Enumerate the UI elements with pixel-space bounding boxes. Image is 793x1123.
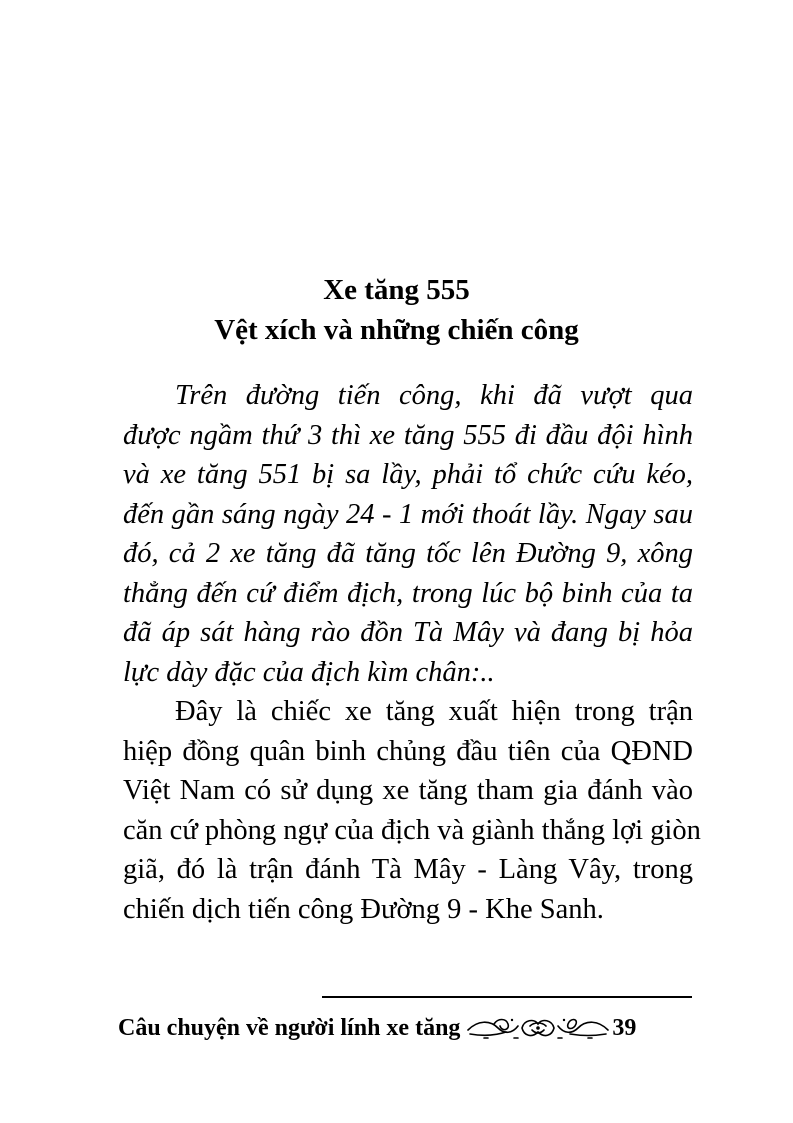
paragraph-line: đã áp sát hàng rào đồn Tà Mây và đang bị hỏa xyxy=(123,617,693,648)
italic-quote-paragraph xyxy=(123,376,693,692)
heading-subtitle: Vệt xích và những chiến công xyxy=(214,314,579,346)
heading-title: Xe tăng 555 xyxy=(323,274,470,306)
paragraph-line: Việt Nam có sử dụng xe tăng tham gia đánh vào xyxy=(123,775,693,806)
paragraph-line: Trên đường tiến công, khi đã vượt qua xyxy=(175,380,693,411)
body-paragraph xyxy=(123,692,701,929)
paragraph-line: và xe tăng 551 bị sa lầy, phải tổ chức cứu kéo, xyxy=(123,459,693,490)
running-book-title: Câu chuyện về người lính xe tăng xyxy=(118,1015,461,1041)
page-number: 39 xyxy=(612,1015,637,1041)
heading-block xyxy=(0,270,793,350)
flourish-ornament-icon xyxy=(464,1014,612,1042)
page-footer xyxy=(118,1010,698,1046)
paragraph-line: lực dày đặc của địch kìm chân:.. xyxy=(123,656,495,688)
paragraph-line: Đây là chiếc xe tăng xuất hiện trong trận xyxy=(175,696,693,727)
paragraph-line: chiến dịch tiến công Đường 9 - Khe Sanh. xyxy=(123,893,604,925)
paragraph-line: đến gần sáng ngày 24 - 1 mới thoát lầy. Ngay sau xyxy=(123,498,693,530)
paragraph-line: giã, đó là trận đánh Tà Mây - Làng Vây, trong xyxy=(123,854,693,885)
paragraph-line: thẳng đến cứ điểm địch, trong lúc bộ binh của ta xyxy=(123,577,693,609)
footer-divider xyxy=(322,996,692,998)
paragraph-line: được ngầm thứ 3 thì xe tăng 555 đi đầu đội hình xyxy=(123,419,693,451)
paragraph-line: căn cứ phòng ngự của địch và giành thắng lợi giòn xyxy=(123,814,701,846)
paragraph-line: hiệp đồng quân binh chủng đầu tiên của QĐND xyxy=(123,735,693,767)
paragraph-line: đó, cả 2 xe tăng đã tăng tốc lên Đường 9, xông xyxy=(123,538,693,569)
